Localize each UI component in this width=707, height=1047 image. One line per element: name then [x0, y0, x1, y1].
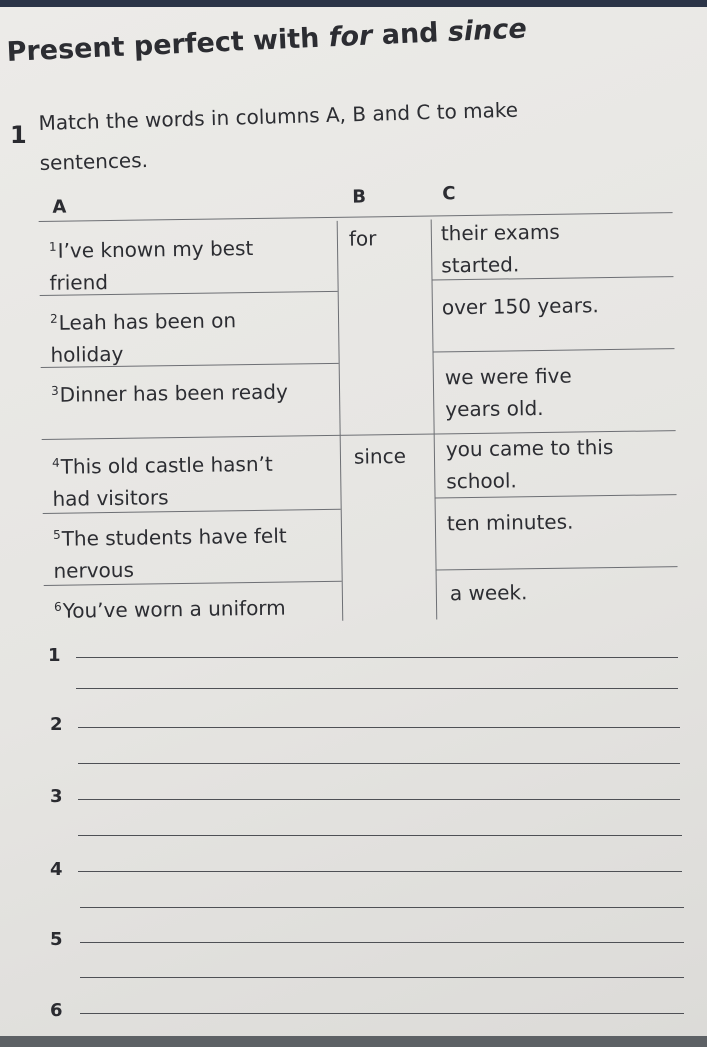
column-c-header: C — [442, 183, 456, 205]
c-text: a week. — [449, 580, 528, 606]
answer-line-4b[interactable] — [80, 907, 684, 908]
answer-line-3b[interactable] — [78, 835, 682, 836]
answer-line-5b[interactable] — [80, 977, 684, 978]
item-number: 3 — [50, 383, 59, 398]
item-text: Dinner has been ready — [59, 379, 288, 407]
bottom-edge — [0, 1036, 707, 1047]
column-b-for: for — [348, 226, 377, 251]
item-text: I’ve known my best — [57, 236, 254, 263]
answer-line-2a[interactable] — [78, 727, 680, 728]
worksheet-page — [0, 7, 707, 1036]
page-title — [6, 9, 627, 68]
answer-number-2: 2 — [50, 714, 63, 735]
exercise-instructions: Match the words in columns A, B and C to make sentences. — [38, 97, 519, 175]
column-a-item-5 — [53, 516, 288, 587]
answer-line-6a[interactable] — [80, 1013, 684, 1014]
top-edge — [0, 0, 707, 7]
row-rule-c-2 — [433, 348, 675, 352]
column-a-item-6 — [54, 588, 286, 627]
column-a-item-1 — [49, 228, 254, 299]
title-and: and — [371, 16, 449, 52]
answer-line-2b[interactable] — [78, 763, 680, 764]
item-text: The students have felt — [61, 523, 287, 551]
matching-table — [38, 166, 684, 627]
title-for: for — [328, 20, 374, 54]
column-c-item-4 — [446, 431, 614, 497]
answer-line-1a[interactable] — [76, 657, 678, 658]
item-number: 2 — [49, 311, 58, 326]
title-since: since — [447, 13, 528, 48]
c-text: over 150 years. — [441, 293, 599, 320]
column-b-header: B — [352, 186, 367, 208]
column-c-item-1 — [441, 216, 561, 282]
c-text: you came to this — [445, 434, 614, 462]
answer-number-1: 1 — [48, 645, 61, 666]
answer-line-5a[interactable] — [80, 942, 684, 943]
column-c-item-2 — [442, 289, 599, 323]
exercise-number: 1 — [10, 121, 27, 149]
answer-number-6: 6 — [50, 1000, 63, 1021]
title-text: Present perfect with — [6, 22, 330, 68]
header-rule — [39, 212, 673, 222]
column-c-item-3 — [445, 360, 573, 426]
c-text-cont: school. — [446, 468, 517, 494]
item-text: You’ve worn a uniform — [62, 595, 286, 623]
item-text-cont: nervous — [53, 557, 135, 583]
row-rule-c-5 — [436, 566, 678, 570]
c-text: we were five — [444, 363, 572, 390]
column-b-since: since — [353, 443, 407, 469]
item-number: 6 — [53, 599, 62, 614]
item-number: 5 — [52, 527, 61, 542]
answer-number-5: 5 — [50, 929, 63, 950]
item-text: Leah has been on — [58, 308, 237, 335]
c-text: their exams — [440, 219, 560, 246]
column-a-item-4 — [52, 444, 274, 515]
c-text: ten minutes. — [446, 509, 574, 536]
column-c-item-5 — [447, 506, 574, 540]
item-text: This old castle hasn’t — [60, 451, 273, 479]
c-text-cont: years old. — [445, 395, 544, 422]
item-text-cont: friend — [49, 270, 109, 295]
answer-line-4a[interactable] — [78, 871, 682, 872]
column-a-item-2 — [50, 300, 237, 371]
c-text-cont: started. — [441, 252, 520, 278]
column-c-item-6 — [450, 576, 528, 609]
answer-number-3: 3 — [50, 786, 63, 807]
answer-line-3a[interactable] — [78, 799, 680, 800]
item-text-cont: holiday — [50, 341, 124, 367]
answer-number-4: 4 — [50, 859, 63, 880]
column-a-item-3 — [51, 372, 288, 411]
column-divider-ab — [337, 221, 344, 621]
column-a-header: A — [52, 196, 67, 218]
item-number: 1 — [48, 239, 57, 254]
item-text-cont: had visitors — [52, 485, 169, 511]
answer-line-1b[interactable] — [76, 688, 678, 689]
item-number: 4 — [51, 455, 60, 470]
